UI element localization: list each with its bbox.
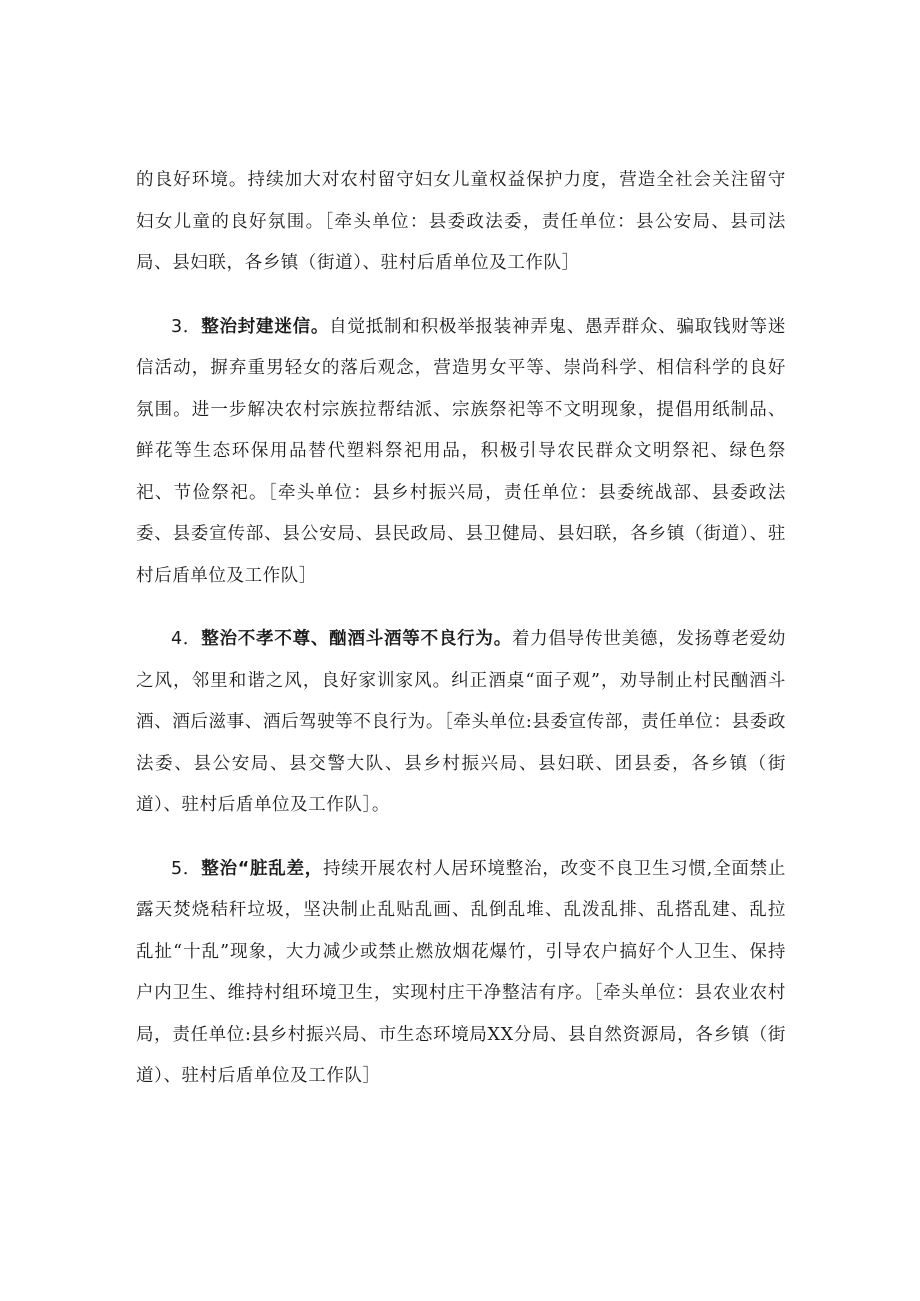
item-heading: 整治“脏乱差， [201,858,324,879]
item-heading: 整治不孝不尊、酗酒斗酒等不良行为。 [201,629,512,649]
paragraph-item-3 [136,307,786,598]
paragraph-body: 自觉抵制和积极举报装神弄鬼、愚弄群众、骗取钱财等迷信活动，摒弃重男轻女的落后观念，营造男女平等、崇尚科学、相信科学的良好氛围。进一步解决农村宗族拉帮结派、宗族祭祀等不文明现象，提倡用纸制品、鲜花等生态环保用品替代塑料祭祀用品，积极引导农民群众文明祭祀、绿色祭祀、节俭祭祀。［牵头单位：县乡村振兴局，责任单位：县委统战部、县委政法委、县委宣传部、县公安局、县民政局、县卫健局、县妇联，各乡镇（街道）、驻村后盾单位及工作队］ [136,316,786,586]
item-number: 3． [171,316,202,337]
paragraph-item-5 [136,849,786,1098]
item-number: 5． [171,858,202,879]
paragraph-body: 着力倡导传世美德，发扬尊老爱幼之风，邻里和谐之风，良好家训家风。纠正酒桌“面子观”，劝导制止村民酗酒斗酒、酒后滋事、酒后驾驶等不良行为。［牵头单位:县委宣传部，责任单位：县委政法委、县公安局、县交警大队、县乡村振兴局、县妇联、团县委，各乡镇（街道）、驻村后盾单位及工作队］。 [136,629,786,815]
paragraph-continuation [136,160,786,285]
paragraph-item-4 [136,619,786,827]
item-heading: 整治封建迷信。 [201,316,330,337]
paragraph-body: 的良好环境。持续加大对农村留守妇女儿童权益保护力度，营造全社会关注留守妇女儿童的良好氛围。［牵头单位：县委政法委，责任单位：县公安局、县司法局、县妇联，各乡镇（街道）、驻村后盾单位及工作队］ [136,170,786,273]
item-number: 4． [171,629,202,649]
document-body [136,160,786,1120]
paragraph-body: 持续开展农村人居环境整治，改变不良卫生习惯,全面禁止露天焚烧秸秆垃圾，坚决制止乱贴乱画、乱倒乱堆、乱泼乱排、乱搭乱建、乱拉乱扯“十乱”现象，大力减少或禁止燃放烟花爆竹，引导农户搞好个人卫生、保持户内卫生、维持村组环境卫生，实现村庄干净整洁有序。［牵头单位：县农业农村局，责任单位:县乡村振兴局、市生态环境局XX分局、县自然资源局，各乡镇（街道）、驻村后盾单位及工作队］ [136,858,787,1086]
